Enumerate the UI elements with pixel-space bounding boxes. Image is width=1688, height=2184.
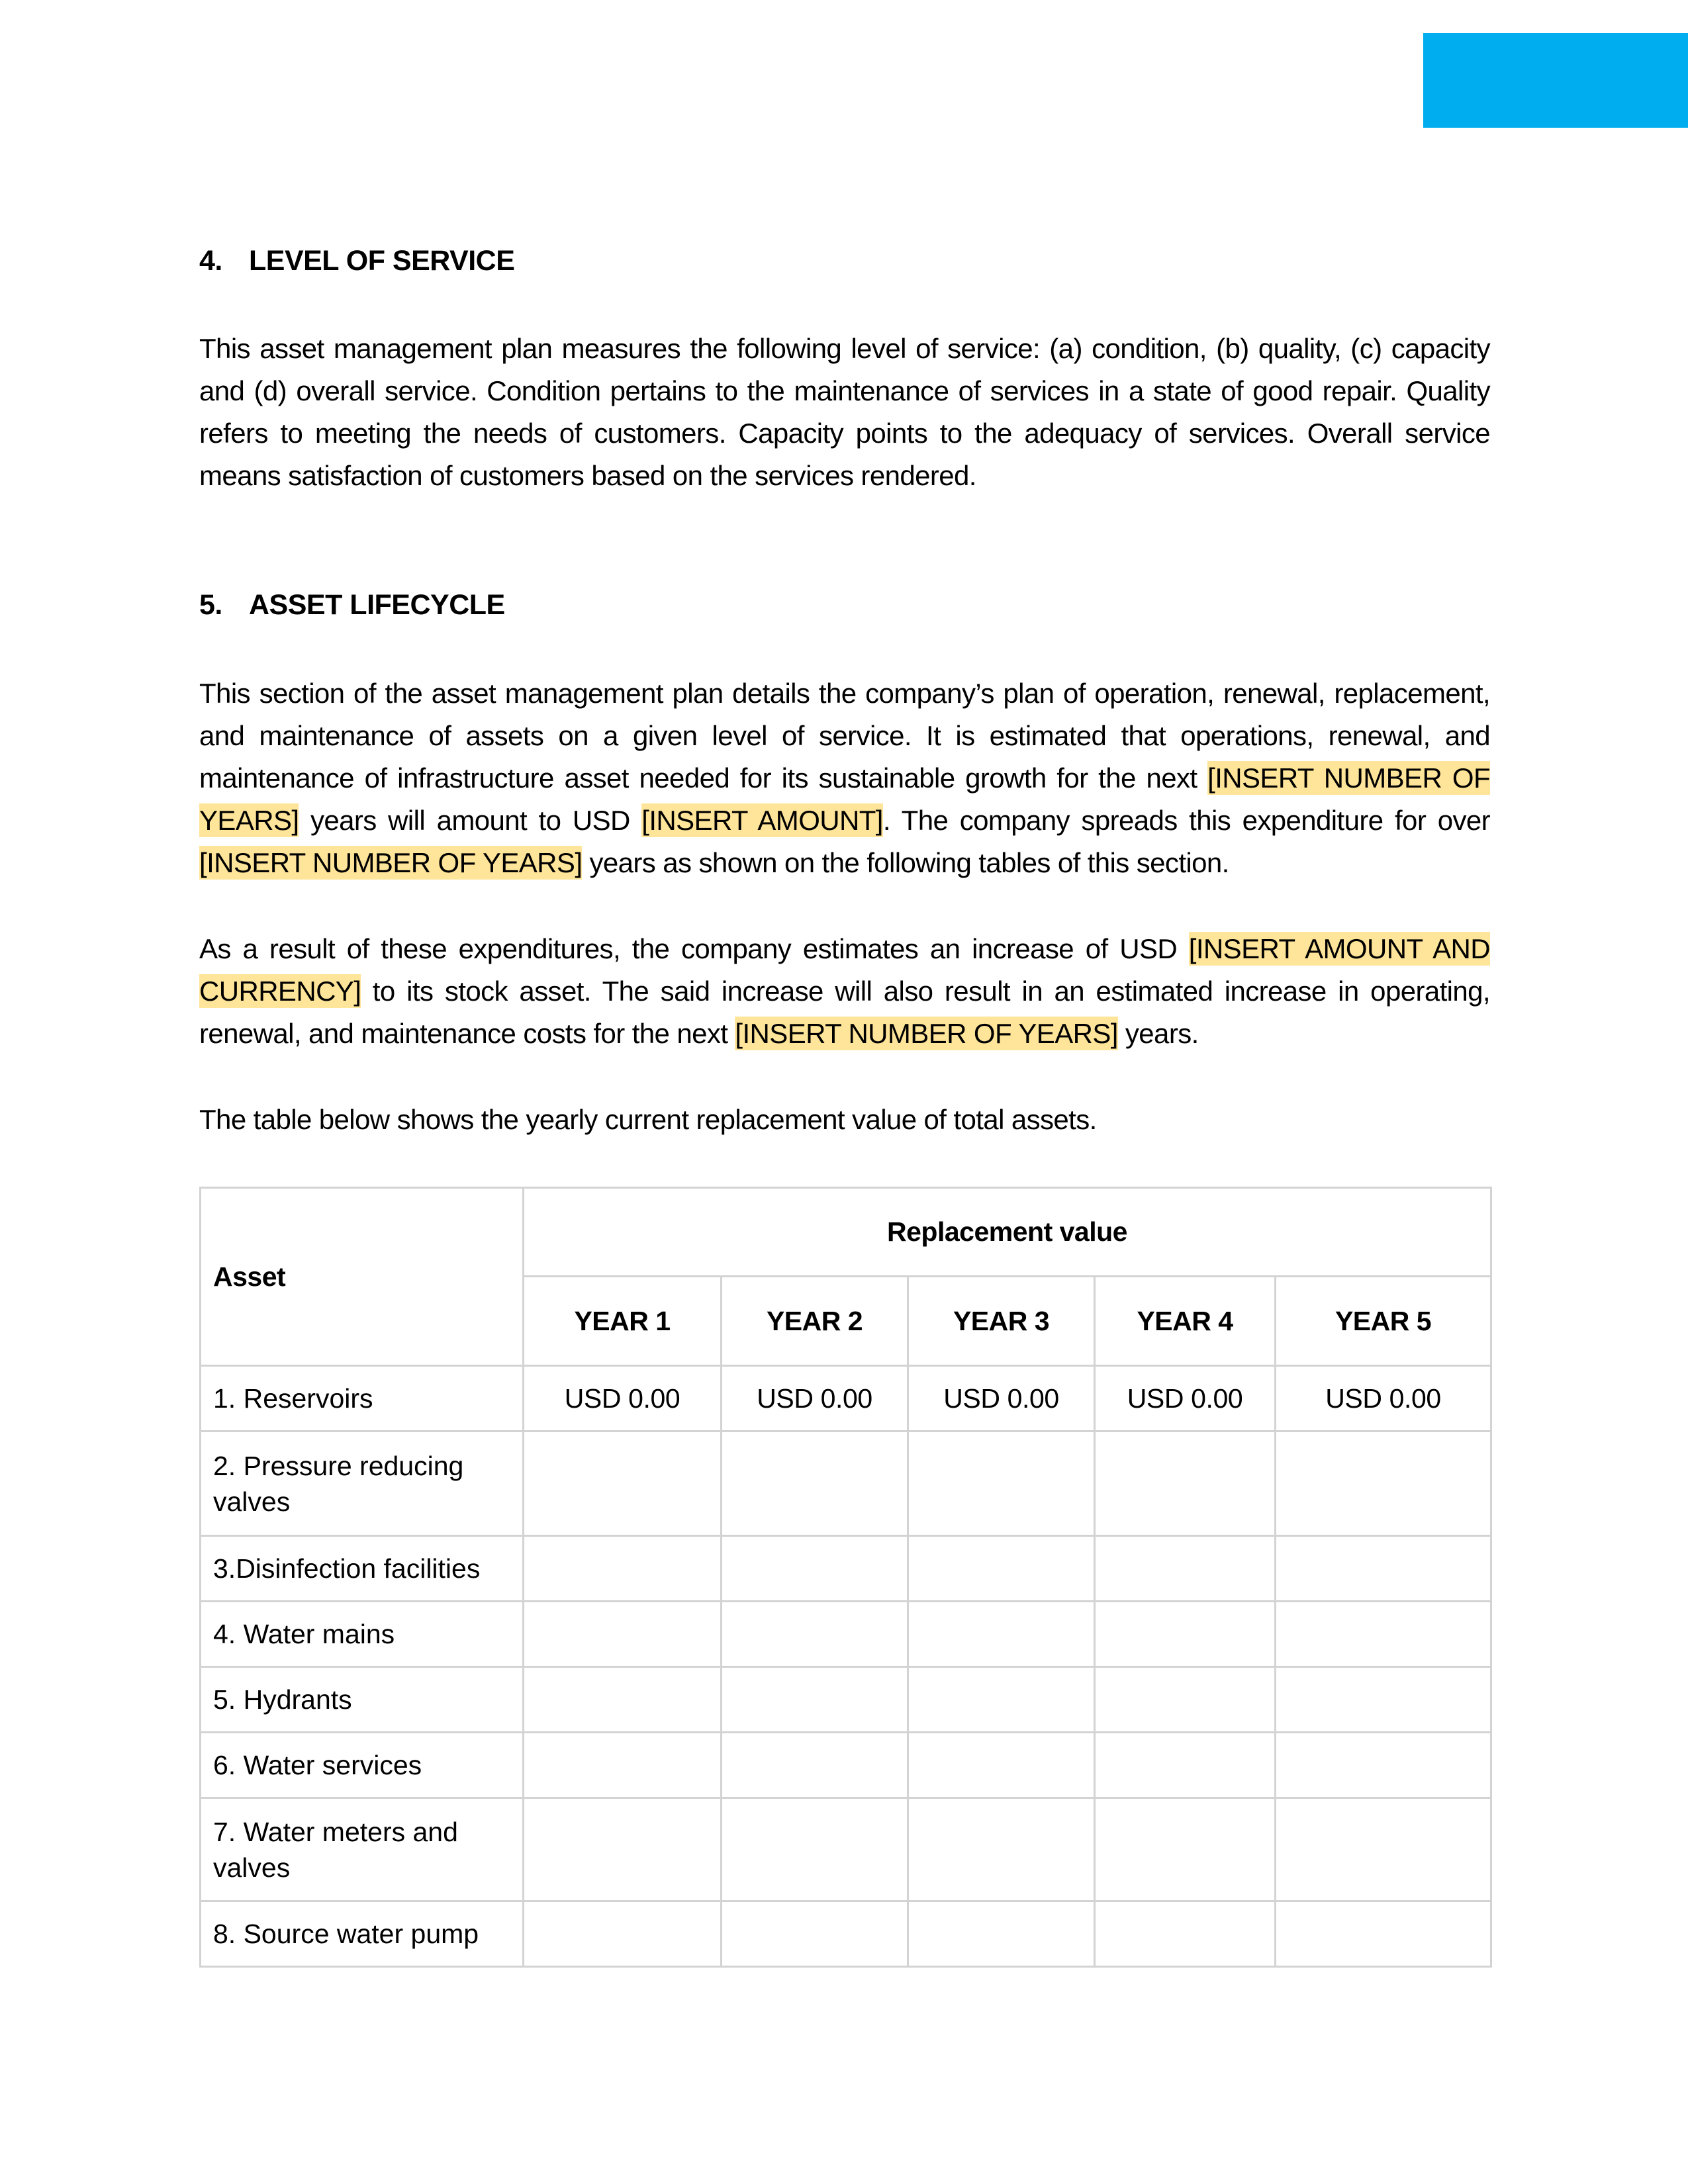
value-cell[interactable] — [524, 1733, 722, 1798]
value-cell[interactable]: USD 0.00 — [1095, 1366, 1276, 1432]
text-run: . The company spreads this expenditure for over — [882, 805, 1490, 836]
value-cell[interactable] — [722, 1733, 908, 1798]
asset-name-cell: 6. Water services — [201, 1733, 524, 1798]
section-4-title: LEVEL OF SERVICE — [249, 245, 515, 277]
value-cell[interactable] — [1276, 1798, 1491, 1901]
asset-name-cell: 4. Water mains — [201, 1602, 524, 1667]
asset-name-cell: 2. Pressure reducing valves — [201, 1432, 524, 1536]
year-header: YEAR 2 — [722, 1277, 908, 1366]
value-cell[interactable] — [908, 1432, 1095, 1536]
value-cell[interactable] — [722, 1536, 908, 1602]
section-5-number: 5. — [199, 589, 222, 621]
section-5-title: ASSET LIFECYCLE — [249, 589, 505, 621]
table-row — [201, 1798, 1491, 1901]
table-row — [201, 1667, 1491, 1733]
table-row — [201, 1901, 1491, 1967]
table-row — [201, 1733, 1491, 1798]
brand-accent-block — [1423, 33, 1688, 128]
value-cell[interactable]: USD 0.00 — [1276, 1366, 1491, 1432]
value-cell[interactable] — [908, 1667, 1095, 1733]
placeholder-amount-and-currency[interactable]: [INSERT AMOUNT AND CURRENCY] — [199, 933, 1490, 1007]
asset-name-cell: 3.Disinfection facilities — [201, 1536, 524, 1602]
asset-name-cell: 8. Source water pump — [201, 1901, 524, 1967]
table-header-row — [201, 1188, 1491, 1277]
asset-column-header: Asset — [201, 1188, 524, 1366]
value-cell[interactable] — [908, 1602, 1095, 1667]
value-cell[interactable] — [908, 1901, 1095, 1967]
value-cell[interactable] — [1276, 1667, 1491, 1733]
value-cell[interactable] — [908, 1798, 1095, 1901]
value-cell[interactable]: USD 0.00 — [722, 1366, 908, 1432]
placeholder-number-of-years[interactable]: [INSERT NUMBER OF YEARS] — [199, 847, 583, 878]
text-run: to its stock asset. The said increase will also result in an estimated increase in operating, renewal, and maintenance costs for the next — [199, 976, 1490, 1049]
value-cell[interactable] — [1276, 1432, 1491, 1536]
replacement-value-header: Replacement value — [524, 1188, 1491, 1277]
table-row — [201, 1432, 1491, 1536]
year-header: YEAR 4 — [1095, 1277, 1276, 1366]
section-4-heading — [199, 245, 514, 277]
value-cell[interactable] — [722, 1602, 908, 1667]
table-intro-paragraph: The table below shows the yearly current replacement value of total assets. — [199, 1104, 1097, 1135]
value-cell[interactable] — [1095, 1432, 1276, 1536]
value-cell[interactable] — [1095, 1901, 1276, 1967]
stock-asset-paragraph — [199, 928, 1490, 1055]
value-cell[interactable] — [722, 1432, 908, 1536]
text-run: This section of the asset management plan details the company’s plan of operation, renewal, replacement, and maintenance of assets on a given level of service. It is estimated that operations, renewal, and maintenance of infrastructure asset needed for its sustainable growth for the next — [199, 678, 1490, 794]
value-cell[interactable] — [1276, 1901, 1491, 1967]
value-cell[interactable] — [1095, 1798, 1276, 1901]
value-cell[interactable] — [722, 1798, 908, 1901]
value-cell[interactable] — [722, 1667, 908, 1733]
value-cell[interactable] — [524, 1798, 722, 1901]
value-cell[interactable] — [524, 1901, 722, 1967]
table-row — [201, 1602, 1491, 1667]
value-cell[interactable] — [1095, 1733, 1276, 1798]
value-cell[interactable] — [908, 1536, 1095, 1602]
placeholder-amount[interactable]: [INSERT AMOUNT] — [641, 805, 883, 836]
value-cell[interactable] — [1276, 1602, 1491, 1667]
asset-name-cell: 7. Water meters and valves — [201, 1798, 524, 1901]
level-of-service-paragraph: This asset management plan measures the following level of service: (a) condition, (b) quality, (c) capacity and (d) overall service. Condition pertains to the maintenance of services in a state of good repair. Quality refers to meeting the needs of customers. Capacity points to the adequacy of services. Overall service means satisfaction of customers based on the services rendered. — [199, 333, 1490, 491]
section-5-heading — [199, 589, 505, 621]
replacement-value-table — [199, 1187, 1492, 1968]
value-cell[interactable] — [908, 1733, 1095, 1798]
value-cell[interactable] — [722, 1901, 908, 1967]
value-cell[interactable] — [524, 1667, 722, 1733]
placeholder-number-of-years[interactable]: [INSERT NUMBER OF YEARS] — [199, 762, 1490, 836]
text-run: years will amount to USD — [299, 805, 642, 836]
text-run: years as shown on the following tables of this section. — [582, 847, 1229, 878]
asset-lifecycle-paragraph — [199, 672, 1490, 884]
value-cell[interactable] — [1276, 1733, 1491, 1798]
table-row — [201, 1536, 1491, 1602]
value-cell[interactable] — [524, 1432, 722, 1536]
text-run: years. — [1117, 1018, 1199, 1049]
value-cell[interactable] — [1095, 1602, 1276, 1667]
text-run: As a result of these expenditures, the company estimates an increase of USD — [199, 933, 1189, 964]
section-4-number: 4. — [199, 245, 222, 277]
value-cell[interactable] — [1095, 1667, 1276, 1733]
year-header: YEAR 5 — [1276, 1277, 1491, 1366]
asset-name-cell: 5. Hydrants — [201, 1667, 524, 1733]
year-header: YEAR 3 — [908, 1277, 1095, 1366]
table-row — [201, 1366, 1491, 1432]
value-cell[interactable] — [524, 1602, 722, 1667]
asset-name-cell: 1. Reservoirs — [201, 1366, 524, 1432]
year-header: YEAR 1 — [524, 1277, 722, 1366]
value-cell[interactable] — [524, 1536, 722, 1602]
value-cell[interactable] — [1276, 1536, 1491, 1602]
value-cell[interactable]: USD 0.00 — [524, 1366, 722, 1432]
value-cell[interactable]: USD 0.00 — [908, 1366, 1095, 1432]
value-cell[interactable] — [1095, 1536, 1276, 1602]
placeholder-number-of-years[interactable]: [INSERT NUMBER OF YEARS] — [735, 1018, 1118, 1049]
